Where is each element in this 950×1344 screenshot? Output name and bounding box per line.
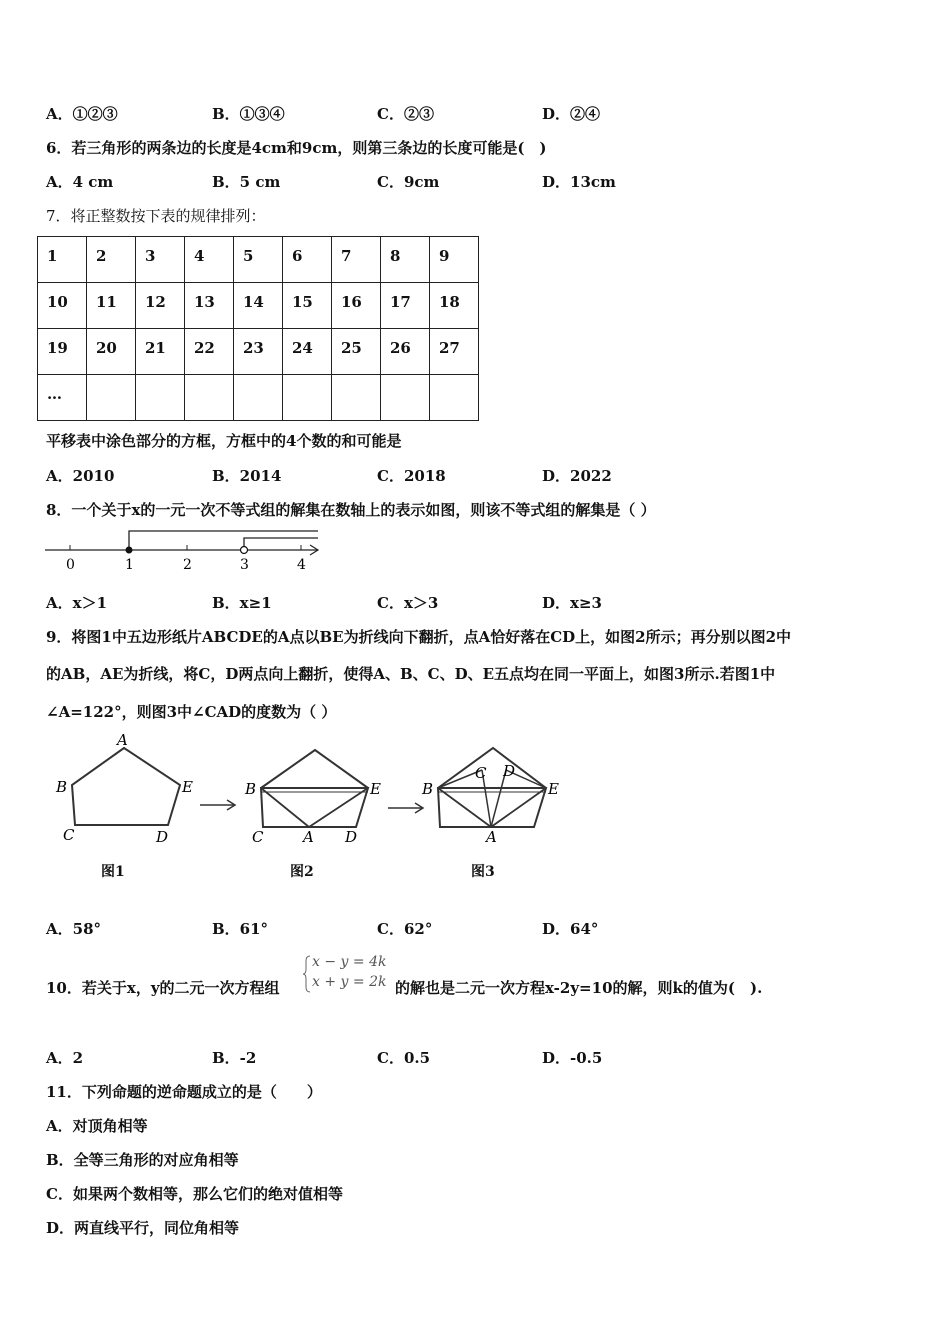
q10-option-a[interactable]: A．2 xyxy=(46,1049,84,1067)
q9-option-a[interactable]: A．58° xyxy=(46,920,102,938)
table-cell: 22 xyxy=(185,329,234,375)
tick-label: 0 xyxy=(66,557,75,573)
q11-option-d[interactable]: D．两直线平行，同位角相等 xyxy=(46,1219,240,1237)
table-cell: 1 xyxy=(38,237,87,283)
equation-1: x − y = 4k xyxy=(312,954,387,970)
q7-stem: 7．将正整数按下表的规律排列： xyxy=(46,207,266,225)
svg-text:A: A xyxy=(117,731,128,749)
table-cell xyxy=(136,375,185,421)
q8-option-c[interactable]: C．x＞3 xyxy=(377,594,439,612)
q5-option-b[interactable]: B．①③④ xyxy=(212,105,285,123)
figure-2-folded xyxy=(244,750,381,846)
svg-text:D: D xyxy=(345,828,358,846)
q5-option-d[interactable]: D．②④ xyxy=(542,105,601,123)
q8-stem: 8．一个关于x的一元一次不等式组的解集在数轴上的表示如图，则该不等式组的解集是（ ） xyxy=(46,501,656,519)
svg-text:C: C xyxy=(63,826,75,844)
svg-text:A: A xyxy=(486,828,497,846)
svg-text:D: D xyxy=(156,828,169,846)
q8-option-a[interactable]: A．x＞1 xyxy=(46,594,108,612)
brace-icon xyxy=(303,955,311,993)
svg-text:B: B xyxy=(245,780,257,798)
range-bracket-x-ge-1 xyxy=(129,531,318,550)
table-row xyxy=(38,283,479,329)
table-cell: 19 xyxy=(38,329,87,375)
q9-option-b[interactable]: B．61° xyxy=(212,920,269,938)
tick-label: 3 xyxy=(240,557,249,573)
table-cell: 21 xyxy=(136,329,185,375)
q6-option-b[interactable]: B．5 cm xyxy=(212,173,281,191)
table-cell xyxy=(87,375,136,421)
table-cell: 6 xyxy=(283,237,332,283)
svg-text:E: E xyxy=(182,778,193,796)
q5-option-c[interactable]: C．②③ xyxy=(377,105,434,123)
pentagon-folding-figures xyxy=(50,730,580,855)
range-bracket-x-gt-3 xyxy=(244,538,318,550)
svg-text:C: C xyxy=(252,828,264,846)
svg-text:C: C xyxy=(475,764,487,782)
arrow-right-icon xyxy=(200,800,235,810)
table-cell: 13 xyxy=(185,283,234,329)
table-cell xyxy=(381,375,430,421)
table-cell xyxy=(185,375,234,421)
table-cell: 10 xyxy=(38,283,87,329)
q7-option-a[interactable]: A．2010 xyxy=(46,467,115,485)
table-cell: 3 xyxy=(136,237,185,283)
tick-label: 2 xyxy=(183,557,192,573)
q8-option-d[interactable]: D．x≥3 xyxy=(542,594,602,612)
table-cell xyxy=(283,375,332,421)
q7-option-d[interactable]: D．2022 xyxy=(542,467,612,485)
q11-option-a[interactable]: A．对顶角相等 xyxy=(46,1117,148,1135)
table-cell: 20 xyxy=(87,329,136,375)
table-cell: 27 xyxy=(430,329,479,375)
table-cell: 9 xyxy=(430,237,479,283)
table-cell: 15 xyxy=(283,283,332,329)
table-cell: 8 xyxy=(381,237,430,283)
table-cell: 2 xyxy=(87,237,136,283)
figure-3-folded xyxy=(421,748,559,846)
table-cell xyxy=(430,375,479,421)
table-cell: 11 xyxy=(87,283,136,329)
q10-option-b[interactable]: B．-2 xyxy=(212,1049,257,1067)
number-line-figure xyxy=(40,525,330,575)
q9-stem-line3: ∠A=122°，则图3中∠CAD的度数为（ ） xyxy=(46,703,337,721)
tick-label: 1 xyxy=(125,557,134,573)
q9-stem-line2: 的AB，AE为折线，将C，D两点向上翻折，使得A、B、C、D、E五点均在同一平面上，如图3所示.若图1中 xyxy=(46,665,776,683)
table-cell: 5 xyxy=(234,237,283,283)
q11-option-b[interactable]: B．全等三角形的对应角相等 xyxy=(46,1151,239,1169)
q10-stem-before: 10．若关于x，y的二元一次方程组 xyxy=(46,979,280,997)
table-row xyxy=(38,375,479,421)
table-cell: 17 xyxy=(381,283,430,329)
figure-1-label: 图1 xyxy=(101,864,125,880)
table-cell: … xyxy=(38,375,87,421)
table-cell xyxy=(332,375,381,421)
q7-option-b[interactable]: B．2014 xyxy=(212,467,282,485)
table-cell: 16 xyxy=(332,283,381,329)
svg-text:B: B xyxy=(56,778,68,796)
svg-text:E: E xyxy=(370,780,381,798)
q11-option-c[interactable]: C．如果两个数相等，那么它们的绝对值相等 xyxy=(46,1185,343,1203)
q11-stem: 11．下列命题的逆命题成立的是（ ） xyxy=(46,1083,322,1101)
q7-question: 平移表中涂色部分的方框，方框中的4个数的和可能是 xyxy=(46,432,402,450)
q9-stem-line1: 9．将图1中五边形纸片ABCDE的A点以BE为折线向下翻折，点A恰好落在CD上，如图2所示；再分别以图2中 xyxy=(46,628,792,646)
q6-option-c[interactable]: C．9cm xyxy=(377,173,440,191)
table-cell xyxy=(234,375,283,421)
q6-stem: 6．若三角形的两条边的长度是4cm和9cm，则第三条边的长度可能是( ) xyxy=(46,139,547,157)
q9-option-c[interactable]: C．62° xyxy=(377,920,433,938)
tick-label: 4 xyxy=(297,557,306,573)
table-cell: 23 xyxy=(234,329,283,375)
table-cell: 4 xyxy=(185,237,234,283)
table-cell: 12 xyxy=(136,283,185,329)
q7-option-c[interactable]: C．2018 xyxy=(377,467,446,485)
figure-1-pentagon xyxy=(55,731,193,846)
table-cell: 18 xyxy=(430,283,479,329)
q8-option-b[interactable]: B．x≥1 xyxy=(212,594,272,612)
svg-text:D: D xyxy=(503,762,516,780)
equation-system xyxy=(303,953,395,995)
q5-option-a[interactable]: A．①②③ xyxy=(46,105,118,123)
table-cell: 26 xyxy=(381,329,430,375)
table-cell: 14 xyxy=(234,283,283,329)
q9-option-d[interactable]: D．64° xyxy=(542,920,599,938)
figure-3-label: 图3 xyxy=(471,864,495,880)
table-row xyxy=(38,329,479,375)
closed-point xyxy=(126,547,133,554)
svg-text:B: B xyxy=(422,780,434,798)
table-cell: 25 xyxy=(332,329,381,375)
arrow-right-icon xyxy=(388,803,423,813)
svg-text:E: E xyxy=(548,780,559,798)
table-cell: 24 xyxy=(283,329,332,375)
table-row xyxy=(38,237,479,283)
q6-option-d[interactable]: D．13cm xyxy=(542,173,616,191)
table-cell: 7 xyxy=(332,237,381,283)
q6-option-a[interactable]: A．4 cm xyxy=(46,173,114,191)
number-table xyxy=(37,236,479,421)
equation-2: x + y = 2k xyxy=(312,974,387,990)
q10-stem-after: 的解也是二元一次方程x-2y=10的解，则k的值为( ). xyxy=(395,979,763,997)
svg-text:A: A xyxy=(303,828,314,846)
figure-2-label: 图2 xyxy=(290,864,314,880)
open-point xyxy=(241,547,248,554)
q10-option-d[interactable]: D．-0.5 xyxy=(542,1049,603,1067)
q10-option-c[interactable]: C．0.5 xyxy=(377,1049,431,1067)
